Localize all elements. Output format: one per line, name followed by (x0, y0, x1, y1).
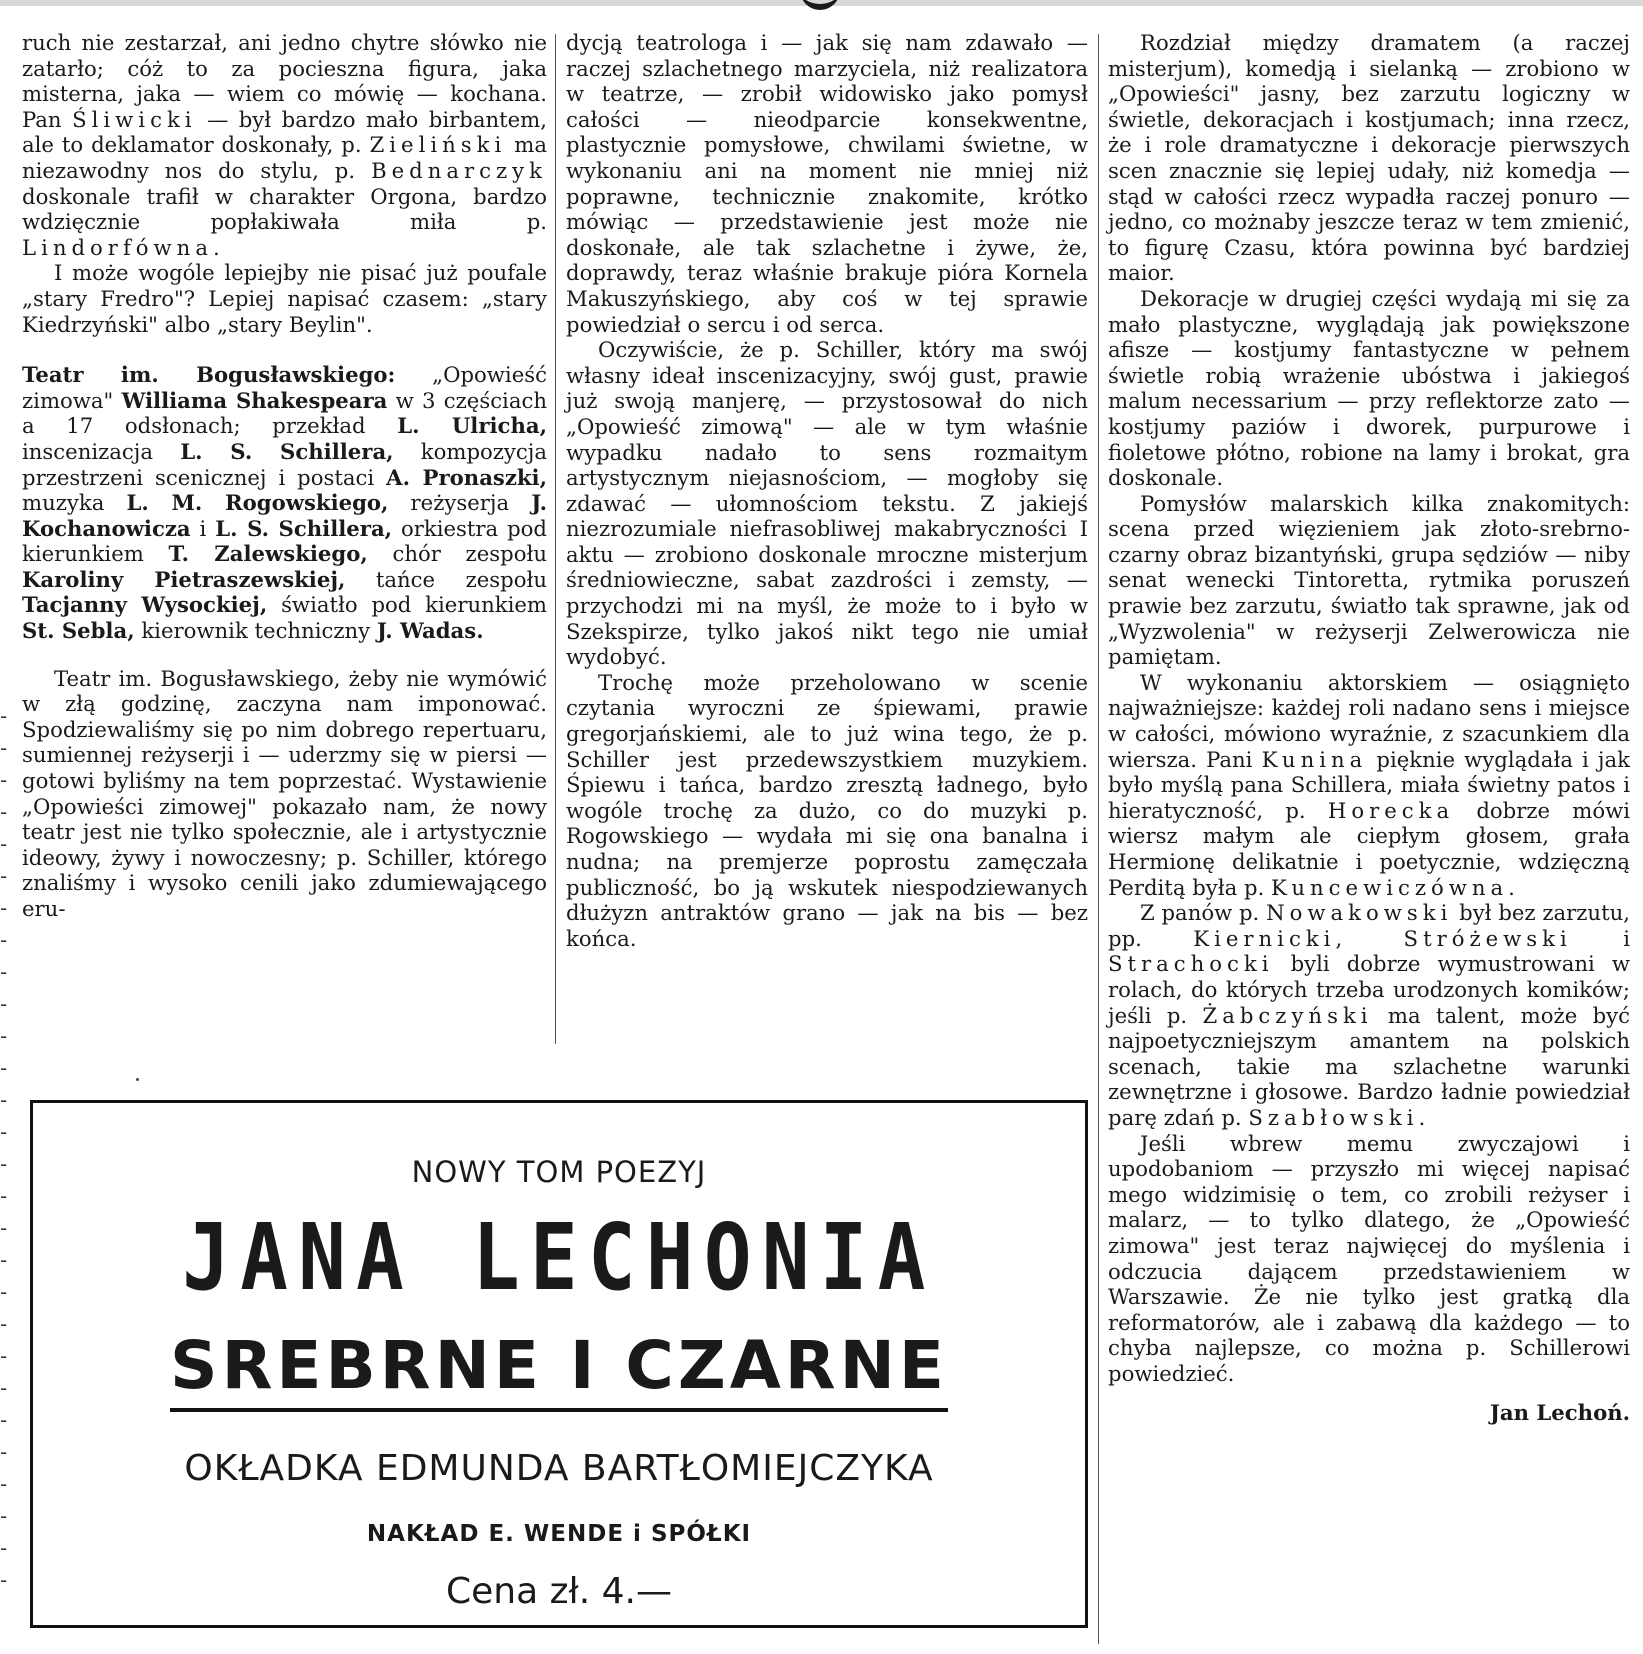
paragraph: ruch nie zestarzał, ani jedno chytre słówko nie zatarło; cóż to za pocieszna figura, jaka misterna, jaka — wiem co mówię — kochana. Pan Śliwicki — był bardzo mało birbantem, ale to deklamator doskonały, p. Zieliński ma niezawodny nos do stylu, p. Bednarczyk doskonale trafił w charakter Orgona, bardzo wdzięcznie popłakiwała miła p. Lindorfówna. (22, 30, 547, 260)
actor-name: Szabłowski. (1248, 1104, 1431, 1130)
margin-fragment: - (0, 768, 8, 792)
margin-fragment: - (0, 1152, 8, 1176)
paragraph: Trochę może przeholowano w scenie czytania wyroczni ze śpiewami, prawie gregorjańskiemi, ale to już wina tego, że p. Schiller jest przedewszystkiem muzykiem. Śpiewu i tańca, bardzo zresztą ładnego, było wogóle trochę za dużo, co do muzyki p. Rogowskiego — wydała mi się ona banalna i nudna; na premjerze poprostu zamęczała publiczność, bo ją wskutek niespodziewanych dłużyzn antraktów grano — jak na bis — bez końca. (566, 669, 1088, 951)
ad-publisher: NAKŁAD E. WENDE i SPÓŁKI (366, 1521, 752, 1547)
paragraph: Oczywiście, że p. Schiller, który ma swój własny ideał inscenizacyjny, swój gust, prawie już swoją manjerę, — przystosował do nich „Opowieść zimową" — ale w tym właśnie wypadku nadało to sens rozmaitym artystycznym niejasnościom, — mogłoby się zdawać — ułomnościom tekstu. Z jakiejś niezrozumiale niefrasobliwej makabryczności I aktu — zrobiono doskonale mroczne misterjum średniowieczne, sabat zazdrości i zemsty, — przychodzi mi na myśl, że może to i było w Szekspirze, tylko jakoś nikt tego nie umiał wydobyć. (566, 337, 1088, 670)
actor-name: Żabczyński (1202, 1002, 1373, 1028)
actor-name: Kiernicki, Stróżewski (1193, 925, 1572, 951)
margin-fragment: - (0, 992, 8, 1016)
margin-fragment: - (0, 1408, 8, 1432)
margin-fragment: - (0, 736, 8, 760)
margin-fragment: - (0, 1024, 8, 1048)
margin-fragment: - (0, 1216, 8, 1240)
ad-price: Cena zł. 4.— (446, 1571, 672, 1612)
margin-fragment: - (0, 1568, 8, 1592)
paragraph: I może wogóle lepiejby nie pisać już poufale „stary Fredro"? Lepiej napisać czasem: „stary Kiedrzyński" albo „stary Beylin". (22, 260, 547, 337)
paragraph: Teatr im. Bogusławskiego, żeby nie wymówić w złą godzinę, zaczyna nam imponować. Spodziewaliśmy się po nim dobrego repertuaru, sumiennej reżyserji i — uderzmy się w piersi — gotowi byliśmy na tem poprzestać. Wystawienie „Opowieści zimowej" pokazało nam, że nowy teatr jest nie tylko społecznie, ale i artystycznie ideowy, żywy i nowoczesny; p. Schiller, którego znaliśmy i wysoko cenili jako zdumiewającego eru- (22, 665, 547, 921)
article-column-1 (22, 30, 547, 922)
actor-name: Lindorfówna. (22, 234, 225, 260)
article-column-2 (566, 30, 1088, 951)
paragraph: W wykonaniu aktorskiem — osiągnięto najważniejsze: każdej roli nadano sens i miejsce w całości, mówiono wyraźnie, z szacunkiem dla wiersza. Pani Kunina pięknie wyglądała i jak było myślą pana Schillera, miała świetny patos i hieratyczność, p. Horecka dobrze mówi wiersz małym ale ciepłym głosem, grała Hermionę delikatnie i poetycznie, wdzięczną Perditą była p. Kuncewiczówna. (1108, 669, 1630, 900)
actor-name: Śliwicki (72, 106, 197, 132)
margin-fragment: - (0, 1184, 8, 1208)
actor-name: Kuncewiczówna. (1271, 874, 1520, 900)
actor-name: Zieliński (369, 132, 507, 158)
paragraph: Rozdział między dramatem (a raczej misterjum), komedją i sielanką — zrobiono w „Opowieści" jasny, bez zarzutu logiczny w świetle, dekoracjach i kostjumach; inna rzecz, że i role dramatyczne i dekoracje pierwszych scen znacznie się lepiej udały, niż komedja — stąd w całości rzecz wypadła raczej ponuro — jedno, co możnaby jeszcze teraz w tem zmienić, to figurę Czasu, która powinna być bardziej maior. (1108, 30, 1630, 286)
actor-name: Bednarczyk (371, 157, 547, 183)
ad-kicker: NOWY TOM POEZYJ (411, 1155, 707, 1189)
article-column-3 (1108, 30, 1630, 1426)
margin-fragment: - (0, 1440, 8, 1464)
margin-fragment: - (0, 832, 8, 856)
print-speck (136, 1078, 139, 1081)
paragraph: Jeśli wbrew memu zwyczajowi i upodobaniom — przyszło mi więcej napisać mego widzimisię o tem, co zrobili reżyser i malarz, — to tylko dlatego, że „Opowieść zimowa" jest teraz najwięcej do myślenia i odczucia dającem przedstawieniem w Warszawie. Że nie tylko jest gratką dla reformatorów, ale i zabawą dla każdego — to chyba najlepsze, co można p. Schillerowi powiedzieć. (1108, 1130, 1630, 1386)
margin-fragment: - (0, 1472, 8, 1496)
ad-author-name: JANA LECHONIA (182, 1204, 936, 1311)
margin-fragment: - (0, 1376, 8, 1400)
ad-cover-credit: OKŁADKA EDMUNDA BARTŁOMIEJCZYKA (184, 1448, 934, 1489)
left-margin-fragments (0, 700, 10, 1596)
actor-name: Strachocki (1108, 951, 1274, 977)
margin-fragment: - (0, 1344, 8, 1368)
margin-fragment: - (0, 960, 8, 984)
column-divider (1098, 34, 1099, 1644)
column-divider (555, 34, 556, 1044)
margin-fragment: - (0, 1088, 8, 1112)
margin-fragment: - (0, 1120, 8, 1144)
margin-fragment: - (0, 1504, 8, 1528)
paragraph: Dekoracje w drugiej części wydają mi się za mało plastyczne, wyglądają jak powiększone afisze — kostjumy fantastyczne w pełnem świetle robią wrażenie ubóstwa i jakiegoś malum necessarium — przy reflektorze zato — kostjumy paziów i dworek, purpurowe i fioletowe płótno, robione na lamy i brokat, gra doskonale. (1108, 285, 1630, 491)
production-credits: Teatr im. Bogusławskiego: „Opowieść zimowa" Williama Shakespeara w 3 częściach a 17 odsłonach; przekład L. Ulricha, inscenizacja L. S. Schillera, kompozycja przestrzeni scenicznej i postaci A. Pronaszki, muzyka L. M. Rogowskiego, reżyserja J. Kochanowicza i L. S. Schillera, orkiestra pod kierunkiem T. Zalewskiego, chór zespołu Karoliny Pietraszewskiej, tańce zespołu Tacjanny Wysockiej, światło pod kierunkiem St. Sebla, kierownik techniczny J. Wadas. (22, 362, 547, 644)
actor-name: Nowakowski (1266, 900, 1453, 926)
margin-fragment: - (0, 800, 8, 824)
actor-name: Kunina (1261, 746, 1368, 772)
margin-fragment: - (0, 1056, 8, 1080)
margin-fragment: - (0, 1280, 8, 1304)
actor-name: Horecka (1327, 797, 1455, 823)
margin-fragment: - (0, 1248, 8, 1272)
paragraph: Pomysłów malarskich kilka znakomitych: scena przed więzieniem jak złoto-srebrno-czarny obraz bizantyński, grupa sędziów — niby senat wenecki Tintoretta, rytmika poruszeń prawie bez zarzutu, światło tak sprawne, jak od „Wyzwolenia" w reżyserji Zelwerowicza nie pamiętam. (1108, 490, 1630, 670)
book-advertisement (30, 1100, 1088, 1628)
author-signature: Jan Lechoń. (1489, 1400, 1630, 1426)
margin-fragment: - (0, 928, 8, 952)
margin-fragment: - (0, 896, 8, 920)
paragraph: dycją teatrologa i — jak się nam zdawało — raczej szlachetnego marzyciela, niż realizatora w teatrze, — zrobił widowisko jako pomysł całości — nieodparcie konsekwentne, plastycznie pomysłowe, chwilami świetne, w wykonaniu ani na moment nie mniej niż poprawne, technicznie znakomite, krótko mówiąc — przedstawienie jest może nie doskonałe, ale tak szlachetne i żywe, że, doprawdy, teraz właśnie brakuje pióra Kornela Makuszyńskiego, aby coś w tej sprawie powiedział o sercu i od serca. (566, 30, 1088, 337)
margin-fragment: - (0, 1312, 8, 1336)
margin-fragment: - (0, 864, 8, 888)
margin-fragment: - (0, 1536, 8, 1560)
paragraph: Z panów p. Nowakowski był bez zarzutu, pp. Kiernicki, Stróżewski i Strachocki byli dobrze wymustrowani w rolach, do których trzeba urodzonych komików; jeśli p. Żabczyński ma talent, może być najpoetyczniejszym amantem na polskich scenach, takie ma szlachetne warunki zewnętrzne i głosowe. Bardzo ładnie powiedział parę zdań p. Szabłowski. (1108, 900, 1630, 1130)
ad-book-title: SREBRNE I CZARNE (33, 1326, 1085, 1412)
margin-fragment: - (0, 704, 8, 728)
